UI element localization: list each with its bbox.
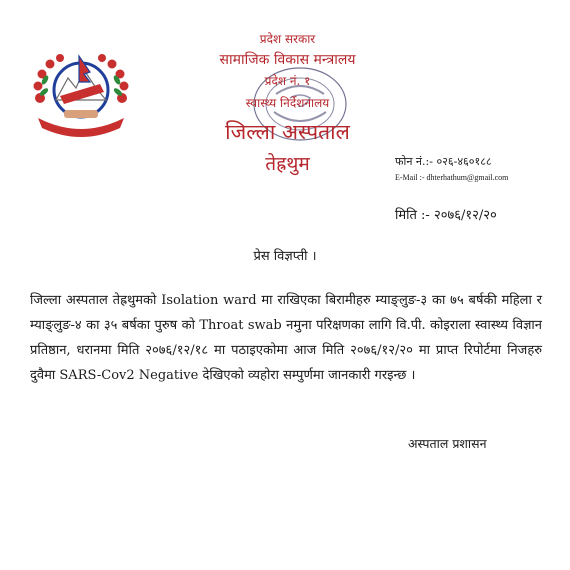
header-line-province: प्रदेश सरकार xyxy=(259,32,316,46)
signature-hospital-administration: अस्पताल प्रशासन xyxy=(408,436,487,451)
press-release-body: जिल्ला अस्पताल तेह्रथुमको Isolation ward मा राखिएका बिरामीहरु म्याङ्लुङ-३ का ७५ बर्षकी महिला र म्याङ्लुङ-४ का ३५ बर्षका पुरुष को Throat swab नमुना परिक्षणका लागि वि.पी. कोइराला स्वास्थ्य विज्ञान प्रतिष्ठान, धरानमा मिति २०७६/१२/१८ मा पठाइएकोमा आज मिति २०७६/१२/२० मा प्राप्त रिपोर्टमा निजहरु दुवैमा SARS-Cov2 Negative देखिएको व्यहोरा सम्पुर्णमा जानकारी गरइन्छ । xyxy=(30,293,542,383)
header-line-province-no: प्रदेश नं. १ xyxy=(264,74,311,88)
document-date: मिति :- २०७६/१२/२० xyxy=(395,208,497,223)
header-hospital-name: जिल्ला अस्पताल xyxy=(225,120,350,144)
phone-number: फोन नं.:- ०२६-४६०१८८ xyxy=(395,155,492,168)
header-district: तेह्रथुम xyxy=(265,153,310,175)
nepal-government-emblem-icon xyxy=(30,48,132,138)
email-address: E-Mail :- dhterhathum@gmail.com xyxy=(395,173,509,182)
header-line-ministry: सामाजिक विकास मन्त्रालय xyxy=(219,52,356,68)
header-line-directorate: स्वास्थ्य निर्देशनालय xyxy=(245,96,330,110)
press-release-title: प्रेस विज्ञप्ती । xyxy=(253,249,317,264)
